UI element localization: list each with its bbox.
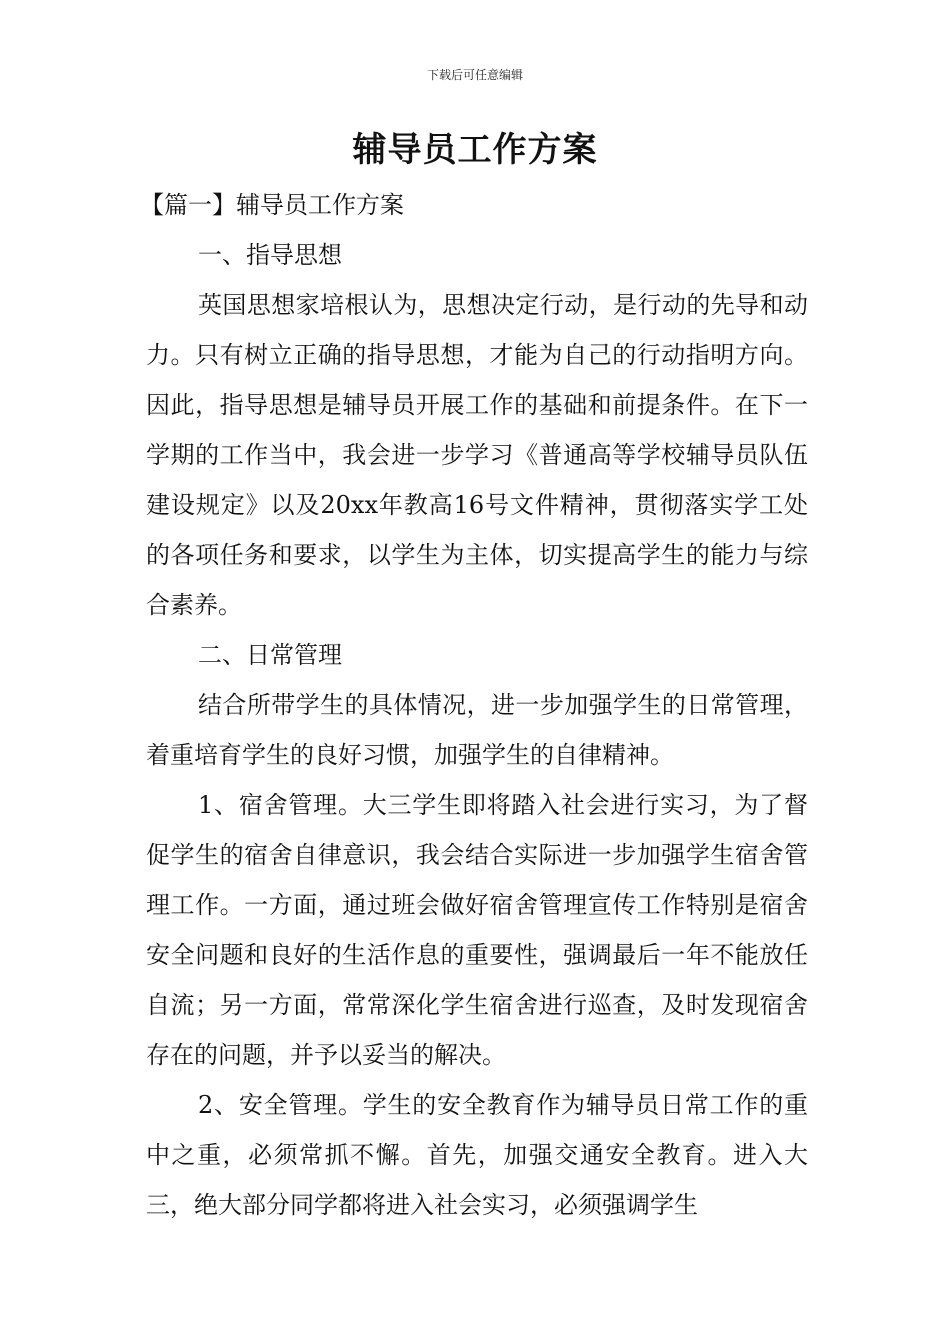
paragraph-safety-management: 2、安全管理。学生的安全教育作为辅导员日常工作的重中之重，必须常抓不懈。首先，加强交通安全教育。进入大三，绝大部分同学都将进入社会实习，必须强调学生 [146,1091,808,1219]
document-title: 辅导员工作方案 [352,130,598,170]
document-body [140,180,808,1230]
section-label: 【篇一】辅导员工作方案 [140,191,404,219]
heading-guiding-ideology: 一、指导思想 [198,241,342,269]
header-note: 下载后可任意编辑 [426,68,523,82]
heading-daily-management: 二、日常管理 [198,641,342,669]
paragraph-guiding-ideology: 英国思想家培根认为，思想决定行动，是行动的先导和动力。只有树立正确的指导思想，才能为自己的行动指明方向。因此，指导思想是辅导员开展工作的基础和前提条件。在下一学期的工作当中，我会进一步学习《普通高等学校辅导员队伍建设规定》以及20xx年教高16号文件精神，贯彻落实学工处的各项任务和要求，以学生为主体，切实提高学生的能力与综合素养。 [146,291,808,619]
paragraph-daily-management-intro: 结合所带学生的具体情况，进一步加强学生的日常管理，着重培育学生的良好习惯，加强学生的自律精神。 [146,691,808,769]
paragraph-dormitory-management: 1、宿舍管理。大三学生即将踏入社会进行实习，为了督促学生的宿舍自律意识，我会结合实际进一步加强学生宿舍管理工作。一方面，通过班会做好宿舍管理宣传工作特别是宿舍安全问题和良好的生活作息的重要性，强调最后一年不能放任自流；另一方面，常常深化学生宿舍进行巡查，及时发现宿舍存在的问题，并予以妥当的解决。 [146,791,808,1069]
